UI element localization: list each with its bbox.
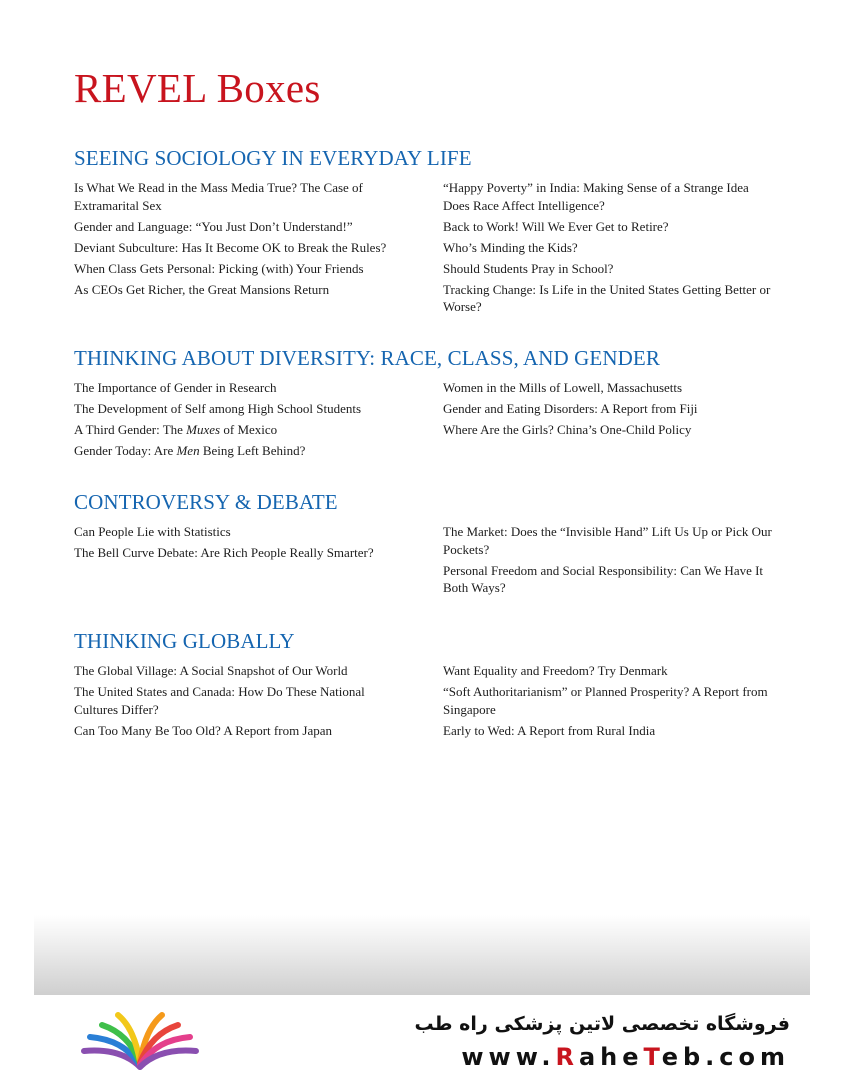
section-heading: CONTROVERSY & DEBATE [74,490,338,514]
list-item: Early to Wed: A Report from Rural India [443,722,656,738]
list-item: A Third Gender: The Muxes of Mexico [74,422,278,437]
list-item: The United States and Canada: How Do These National Cultures Differ? [74,684,365,717]
right-column [443,662,784,743]
list-item: Women in the Mills of Lowell, Massachusetts [443,380,683,395]
website-url[interactable] [461,1043,790,1071]
section-seeing-sociology [74,146,784,319]
list-item: “Happy Poverty” in India: Making Sense of a Strange Idea [443,180,749,195]
list-item: Where Are the Girls? China’s One-Child Policy [443,422,692,437]
left-column [74,523,411,600]
url-accent-t: T [643,1043,662,1071]
url-suffix: eb.com [661,1043,790,1071]
list-item: The Bell Curve Debate: Are Rich People Really Smarter? [74,545,374,560]
open-book-icon [76,1009,204,1075]
list-item: The Development of Self among High School Students [74,401,362,416]
section-heading: SEEING SOCIOLOGY IN EVERYDAY LIFE [74,146,472,170]
left-column [74,662,411,743]
left-column [74,379,411,463]
list-item: Gender Today: Are Men Being Left Behind? [74,443,306,458]
list-item: When Class Gets Personal: Picking (with) Your Friends [74,260,364,276]
section-heading: THINKING GLOBALLY [74,629,295,653]
left-column [74,179,411,319]
list-item: Gender and Language: “You Just Don’t Understand!” [74,218,353,234]
right-column [443,379,784,463]
url-prefix: www. [461,1043,556,1071]
section-thinking-about-diversity [74,346,784,463]
url-accent-r: R [555,1043,579,1071]
list-item: Back to Work! Will We Ever Get to Retire? [443,218,669,234]
list-item: Personal Freedom and Social Responsibility: Can We Have It Both Ways? [443,562,764,595]
section-controversy-debate [74,490,784,600]
list-item: The Importance of Gender in Research [74,380,277,395]
section-thinking-globally [74,629,784,743]
list-item: The Market: Does the “Invisible Hand” Lift Us Up or Pick Our Pockets? [443,524,772,557]
list-item: As CEOs Get Richer, the Great Mansions Return [74,281,330,297]
list-item: Does Race Affect Intelligence? [443,197,605,213]
right-column [443,523,784,600]
shop-name: فروشگاه تخصصی لاتین پزشکی راه طب [414,1013,790,1035]
list-item: Tracking Change: Is Life in the United States Getting Better or Worse? [443,281,771,314]
page-title: REVEL Boxes [74,65,321,111]
list-item: The Global Village: A Social Snapshot of Our World [74,663,348,678]
list-item: Deviant Subculture: Has It Become OK to Break the Rules? [74,239,387,255]
url-mid: ahe [578,1043,644,1071]
list-item: Is What We Read in the Mass Media True? The Case of Extramarital Sex [74,180,363,213]
section-heading: THINKING ABOUT DIVERSITY: RACE, CLASS, AND GENDER [74,346,660,370]
list-item: Can Too Many Be Too Old? A Report from Japan [74,722,333,738]
right-column [443,179,784,319]
list-item: Who’s Minding the Kids? [443,239,578,255]
footer-banner [0,995,844,1080]
list-item: Want Equality and Freedom? Try Denmark [443,663,668,678]
list-item: Should Students Pray in School? [443,260,614,276]
list-item: “Soft Authoritarianism” or Planned Prosperity? A Report from Singapore [443,684,768,717]
page-bottom-shadow [34,915,810,995]
list-item: Can People Lie with Statistics [74,524,231,539]
list-item: Gender and Eating Disorders: A Report from Fiji [443,401,698,416]
